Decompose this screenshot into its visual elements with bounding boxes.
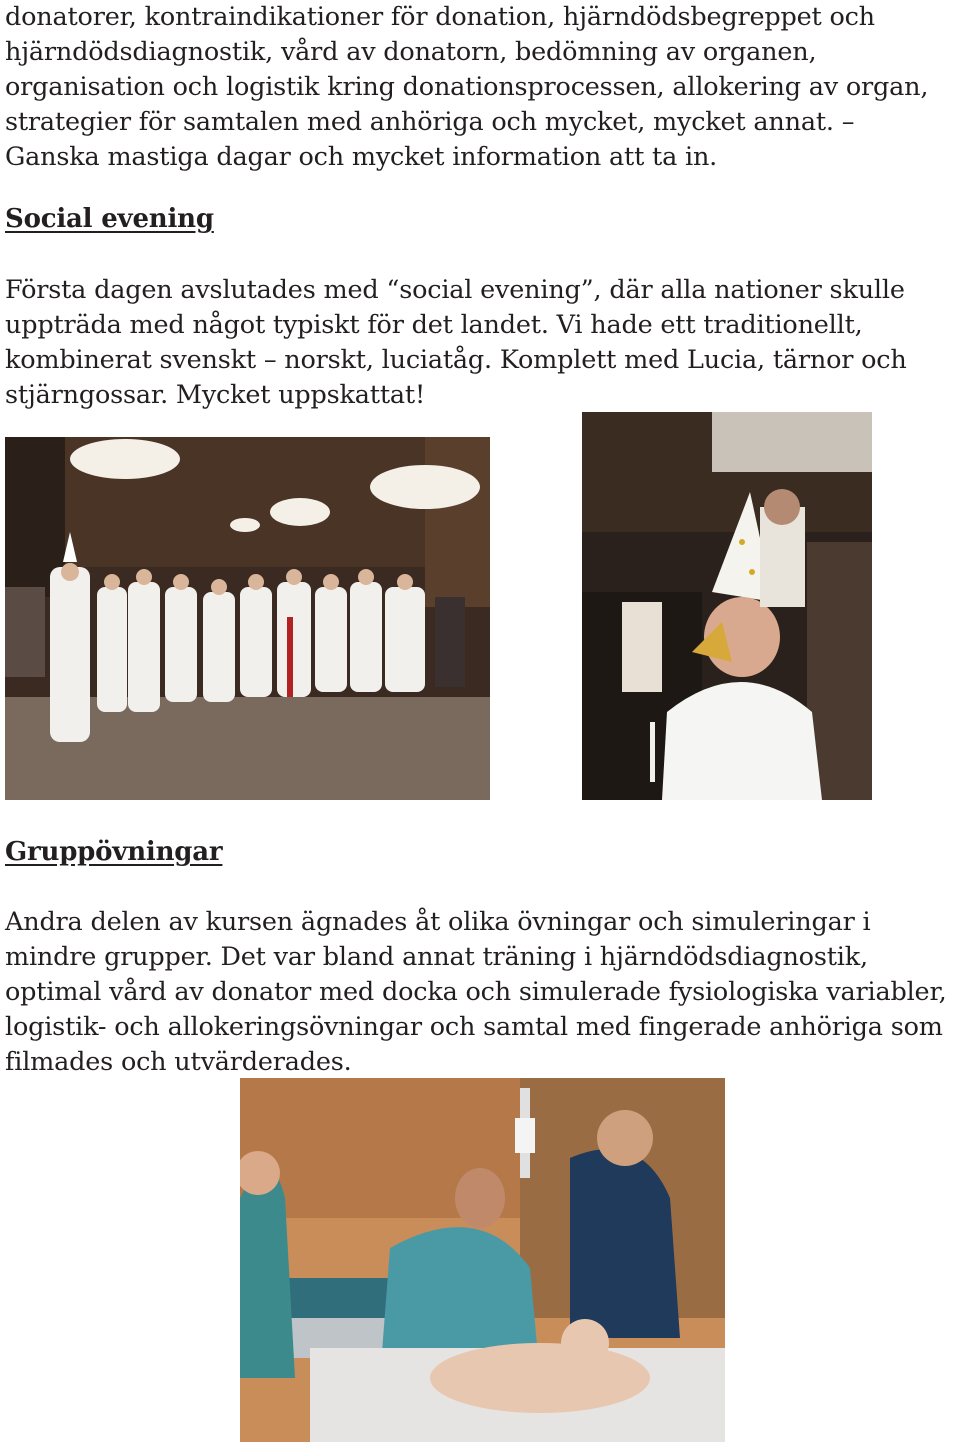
star-boy-photo [582,412,872,800]
simulation-exercise-photo [240,1078,725,1442]
lucia-procession-photo [5,437,490,800]
group-exercises-heading: Gruppövningar [5,837,223,867]
intro-paragraph: donatorer, kontraindikationer för donation, hjärndödsbegreppet och hjärndödsdiagnostik, vård av donatorn, bedömning av organen, organisation och logistik kring donationsprocessen, allokering av organ, strategier för samtalen med anhöriga och mycket, mycket annat. – Ganska mastiga dagar och mycket information att ta in. [5,2,929,172]
social-evening-paragraph: Första dagen avslutades med “social evening”, där alla nationer skulle uppträda med något typiskt för det landet. Vi hade ett traditionellt, kombinerat svenskt – norskt, luciatåg. Komplett med Lucia, tärnor och stjärngossar. Mycket uppskattat! [5,275,907,410]
group-exercises-paragraph: Andra delen av kursen ägnades åt olika övningar och simuleringar i mindre grupper. Det var bland annat träning i hjärndödsdiagnostik, optimal vård av donator med docka och simulerade fysiologiska variabler, logistik- och allokeringsövningar och samtal med fingerade anhöriga som filmades och utvärderades. [5,907,947,1077]
social-evening-heading: Social evening [5,204,214,234]
